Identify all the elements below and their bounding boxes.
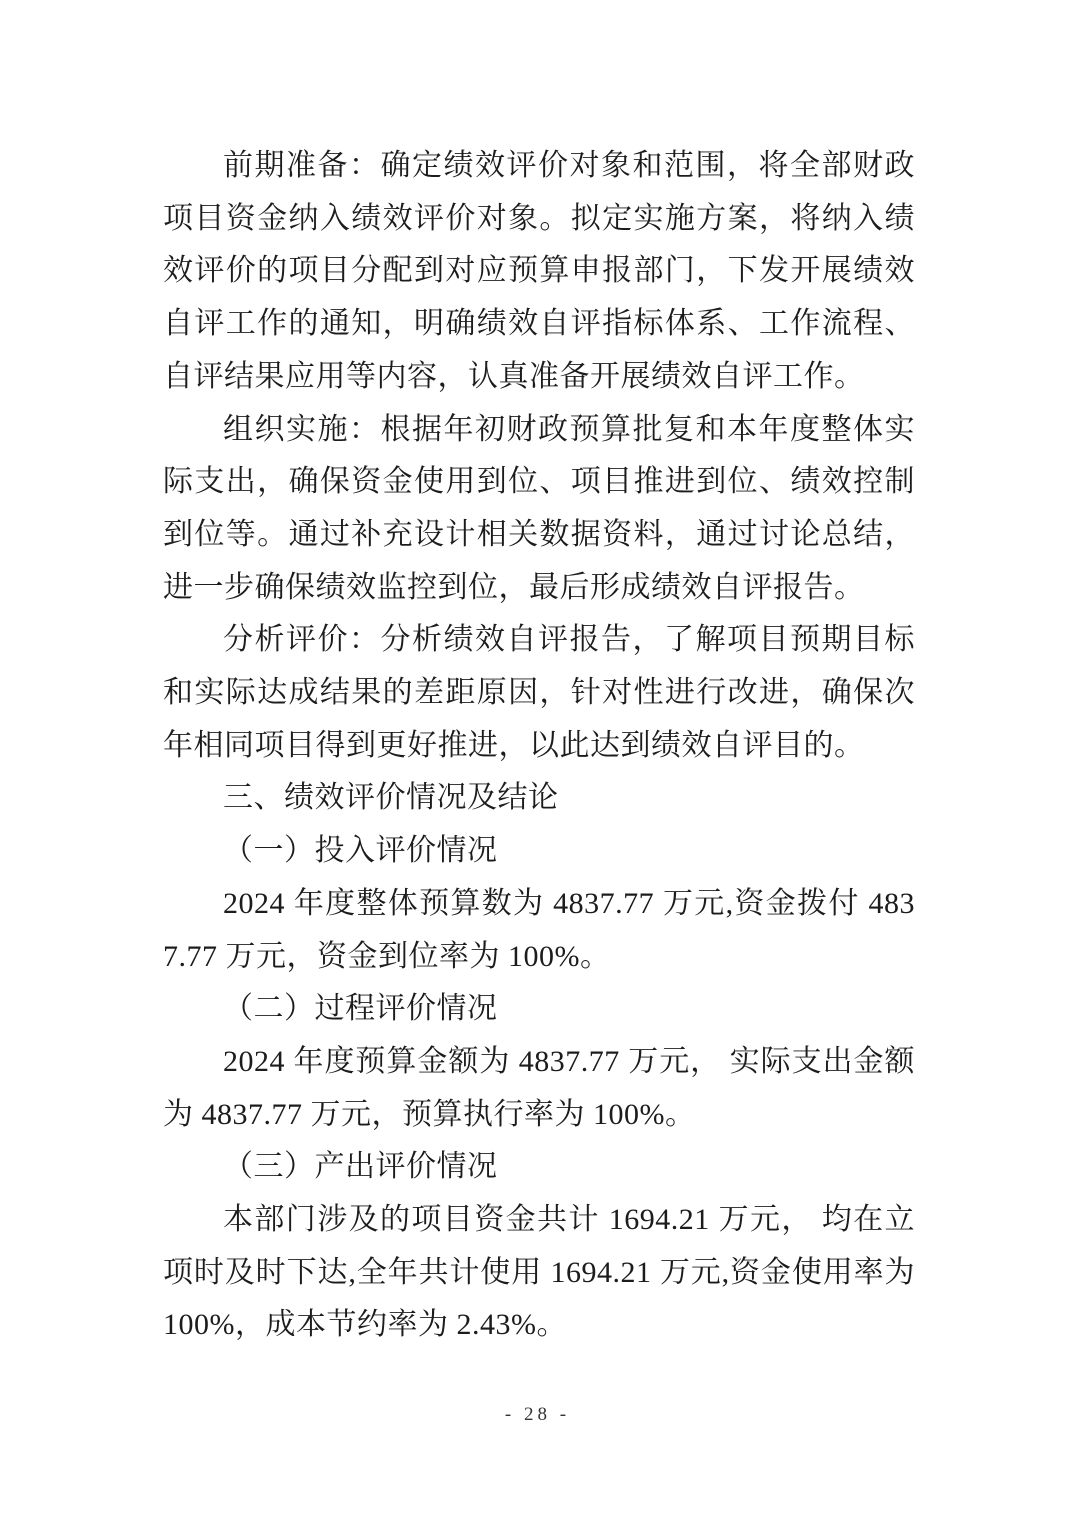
subheading-output-evaluation: （三）产出评价情况: [223, 1150, 498, 1184]
document-text-body: [163, 140, 915, 1352]
paragraph-input-evaluation: 2024 年度整体预算数为 4837.77 万元,资金拨付 4837.77 万元，资金到位率为 100%。: [163, 886, 915, 973]
paragraph-preparation: 前期准备：确定绩效评价对象和范围，将全部财政项目资金纳入绩效评价对象。拟定实施方案，将纳入绩效评价的项目分配到对应预算申报部门，下发开展绩效自评工作的通知，明确绩效自评指标体系、工作流程、自评结果应用等内容，认真准备开展绩效自评工作。: [163, 149, 915, 393]
paragraph-output-evaluation: 本部门涉及的项目资金共计 1694.21 万元， 均在立项时及时下达,全年共计使用 1694.21 万元,资金使用率为 100%，成本节约率为 2.43%。: [163, 1203, 915, 1342]
page-number: - 28 -: [504, 1404, 571, 1425]
paragraph-process-evaluation: 2024 年度预算金额为 4837.77 万元， 实际支出金额为 4837.77 万元，预算执行率为 100%。: [163, 1044, 915, 1131]
subheading-input-evaluation: （一）投入评价情况: [223, 834, 498, 868]
subheading-process-evaluation: （二）过程评价情况: [223, 992, 498, 1026]
paragraph-analysis: 分析评价：分析绩效自评报告，了解项目预期目标和实际达成结果的差距原因，针对性进行改进，确保次年相同项目得到更好推进，以此达到绩效自评目的。: [163, 623, 915, 762]
paragraph-implementation: 组织实施：根据年初财政预算批复和本年度整体实际支出，确保资金使用到位、项目推进到位、绩效控制到位等。通过补充设计相关数据资料，通过讨论总结，进一步确保绩效监控到位，最后形成绩效自评报告。: [163, 412, 915, 604]
heading-section-three: 三、绩效评价情况及结论: [223, 781, 559, 815]
